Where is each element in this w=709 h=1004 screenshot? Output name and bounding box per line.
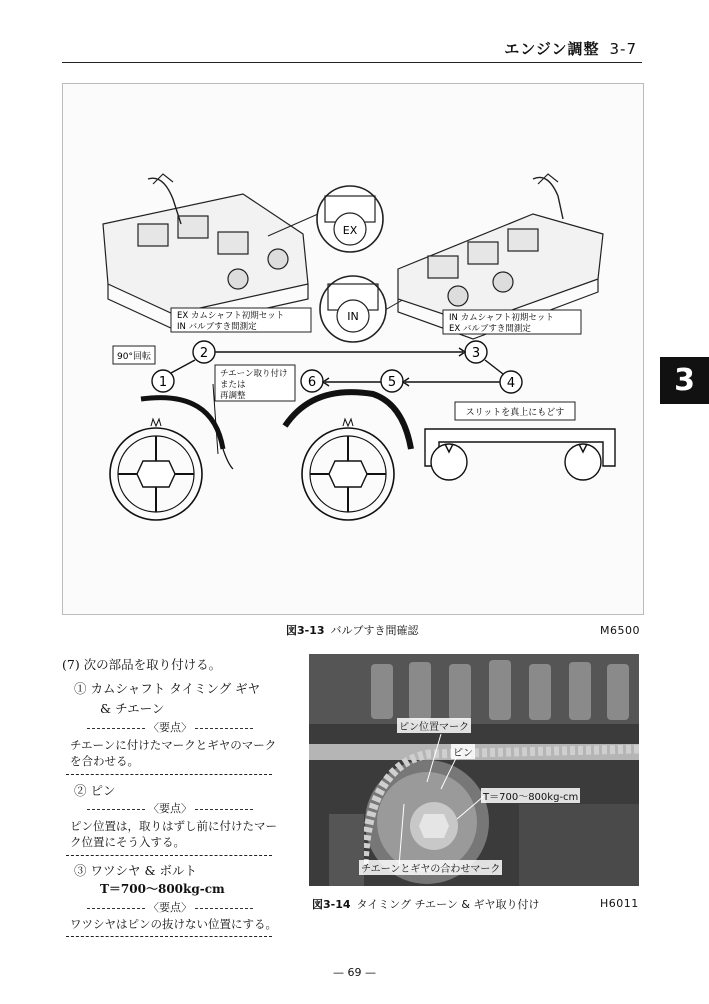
box-right-line1: IN カムシャフト初期セット	[449, 313, 554, 323]
torque-spec: T＝700～800kg-cm	[100, 882, 225, 896]
in-circle-label: IN	[347, 310, 359, 323]
left-engine-drawing	[103, 174, 308, 329]
step-5: 5	[387, 375, 397, 390]
note-2-heading	[70, 800, 270, 816]
note-3-line1: ワツシヤはピンの抜けない位置にする。	[70, 917, 277, 931]
note-2-label: 〈要点〉	[148, 802, 192, 815]
note-1-heading	[70, 719, 270, 735]
page-number: — 69 —	[333, 966, 376, 979]
figure-3-13	[62, 83, 644, 615]
figure-3-14-code: H6011	[600, 897, 639, 910]
chain-box	[215, 365, 295, 401]
figure-3-14-photo	[309, 654, 639, 886]
note-1-label: 〈要点〉	[148, 721, 192, 734]
page-header	[504, 38, 637, 59]
middle-sprocket	[285, 392, 411, 520]
ex-circle-label: EX	[342, 224, 358, 237]
figure-3-14-caption	[312, 896, 540, 912]
note-3-label: 〈要点〉	[148, 901, 192, 914]
label-torque: T＝700～800kg-cm	[481, 788, 580, 803]
chain-box-line1: チエーン取り付け	[220, 369, 288, 379]
slit-box	[455, 402, 575, 420]
figure-3-13-code: M6500	[600, 624, 640, 637]
item-1-line1: ① カムシャフト タイミング ギヤ	[74, 681, 261, 696]
chain-box-line2: または	[220, 380, 246, 390]
step-7-heading: (7) 次の部品を取り付ける。	[62, 657, 222, 672]
header-rule	[62, 62, 642, 63]
section-tab: 3	[660, 357, 709, 404]
header-page-ref: 3-7	[609, 40, 637, 58]
slit-label: スリットを真上にもどす	[465, 408, 565, 418]
left-sprocket	[110, 384, 233, 520]
label-align-mark: チエーンとギヤの合わせマーク	[359, 860, 502, 875]
figure-3-14-caption-text: タイミング チエーン & ギヤ取り付け	[356, 898, 540, 911]
step-3: 3	[471, 346, 481, 361]
note-2-rule	[66, 855, 272, 856]
box-right-line2: EX バルブすき間測定	[449, 324, 531, 334]
box-left	[171, 308, 311, 332]
figure-3-13-caption-text: バルブすき間確認	[330, 624, 419, 637]
box-left-line1: EX カムシャフト初期セット	[177, 311, 285, 321]
note-2-line1: ピン位置は，取りはずし前に付けたマー	[70, 819, 277, 833]
box-left-line2: IN バルブすき間測定	[177, 322, 257, 332]
note-2-line2: ク位置にそう入する。	[70, 835, 185, 849]
figure-3-13-caption-num: 図3-13	[286, 624, 325, 637]
step-6: 6	[307, 375, 317, 390]
step-1: 1	[158, 375, 168, 390]
figure-3-14-caption-num: 図3-14	[312, 898, 351, 911]
figure-3-13-drawing	[63, 84, 643, 614]
label-pin-mark: ピン位置マーク	[397, 718, 471, 733]
note-1-line1: チエーンに付けたマークとギヤのマーク	[70, 738, 277, 752]
step-2: 2	[199, 346, 209, 361]
header-title: エンジン調整	[504, 40, 600, 58]
step-4: 4	[506, 376, 516, 391]
rotate-box	[113, 346, 155, 364]
figure-3-13-caption	[286, 622, 419, 638]
item-1-line2: & チエーン	[100, 701, 165, 716]
item-2: ② ピン	[74, 783, 116, 798]
note-1-rule	[66, 774, 272, 775]
label-pin: ピン	[451, 744, 475, 759]
note-1-line2: を合わせる。	[70, 754, 139, 768]
slit-bar	[425, 429, 615, 480]
rotate-label: 90°回転	[117, 352, 151, 362]
chain-box-line3: 再調整	[220, 391, 246, 401]
figure-3-14-drawing	[309, 654, 639, 886]
note-3-rule	[66, 936, 272, 937]
box-right	[443, 310, 581, 334]
note-3-heading	[70, 899, 270, 915]
item-3: ③ ワツシヤ & ボルト	[74, 863, 198, 878]
